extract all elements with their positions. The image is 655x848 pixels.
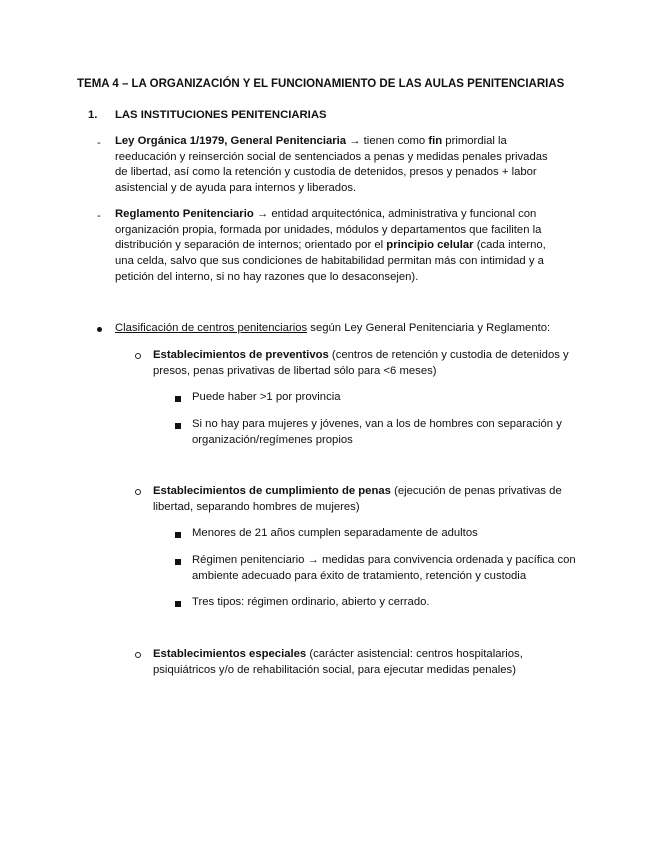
bullet-square-icon	[175, 601, 181, 607]
bullet-square-icon	[175, 532, 181, 538]
dash-marker: -	[97, 137, 101, 149]
bullet-square-icon	[175, 559, 181, 565]
list-item: Régimen penitenciario → medidas para convivencia ordenada y pacífica con ambiente adecuado para éxito de tratamiento, retención y custodia	[192, 554, 576, 582]
principio-celular-bold: principio celular	[386, 239, 474, 252]
preventivos-bold: Establecimientos de preventivos	[153, 349, 329, 361]
reglamento-text2: (cada interno, una celda, salvo que sus condiciones de habitabilidad permitan más con intimidad y a petición del interno, si no hay razones que lo desaconsejen).	[115, 239, 546, 283]
bullet-circle-icon	[135, 353, 141, 359]
especiales-paragraph	[153, 647, 553, 678]
clasificacion-underlined: Clasificación de centros penitenciarios	[115, 322, 308, 334]
ley-organica-text2: primordial la reeducación y reinserción social de sentenciados a penas y medidas penales privadas de libertad, así como la retención y custodia de detenidos, presos y penados + labor asistencial y de ayuda para internos y liberados.	[115, 135, 548, 195]
clasificacion-line	[115, 321, 595, 337]
list-item: Tres tipos: régimen ordinario, abierto y cerrado.	[192, 596, 430, 608]
section-heading: LAS INSTITUCIONES PENITENCIARIAS	[115, 109, 327, 121]
cumplimiento-text: (ejecución de penas privativas de libertad, separando hombres de mujeres)	[153, 485, 562, 513]
preventivos-text: (centros de retención y custodia de detenidos y presos, penas privativas de libertad sólo para <6 meses)	[153, 349, 569, 377]
reglamento-bold: Reglamento Penitenciario	[115, 208, 254, 220]
ley-organica-fin: fin	[428, 135, 443, 147]
ley-organica-text1: → tienen como	[346, 135, 429, 147]
bullet-dot-icon	[97, 327, 102, 332]
reglamento-text1: → entidad arquitectónica, administrativa y funcional con organización propia, formada por unidades, módulos y departamentos que faciliten la distribución y separación de internos; orientado por el	[115, 208, 542, 252]
bullet-circle-icon	[135, 489, 141, 495]
preventivos-paragraph	[153, 348, 578, 379]
especiales-text: (carácter asistencial: centros hospitalarios, psiquiátricos y/o de rehabilitación social, para ejecutar medidas penales)	[153, 648, 523, 676]
ley-organica-bold: Ley Orgánica 1/1979, General Penitenciaria	[115, 135, 347, 147]
cumplimiento-paragraph	[153, 484, 573, 515]
list-item: Si no hay para mujeres y jóvenes, van a los de hombres con separación y organización/regímenes propios	[192, 418, 562, 446]
reglamento-paragraph	[115, 207, 559, 286]
ley-organica-paragraph	[115, 134, 555, 197]
list-item: Puede haber >1 por provincia	[192, 391, 341, 403]
bullet-square-icon	[175, 396, 181, 402]
dash-marker: -	[97, 210, 101, 222]
page-title: TEMA 4 – LA ORGANIZACIÓN Y EL FUNCIONAMIENTO DE LAS AULAS PENITENCIARIAS	[77, 78, 565, 90]
list-item: Menores de 21 años cumplen separadamente de adultos	[192, 527, 478, 539]
especiales-bold: Establecimientos especiales	[153, 648, 307, 660]
cumplimiento-bold: Establecimientos de cumplimiento de penas	[153, 485, 391, 497]
bullet-square-icon	[175, 423, 181, 429]
clasificacion-text: según Ley General Penitenciaria y Reglamento:	[307, 322, 551, 334]
bullet-circle-icon	[135, 652, 141, 658]
section-number: 1.	[88, 109, 98, 121]
